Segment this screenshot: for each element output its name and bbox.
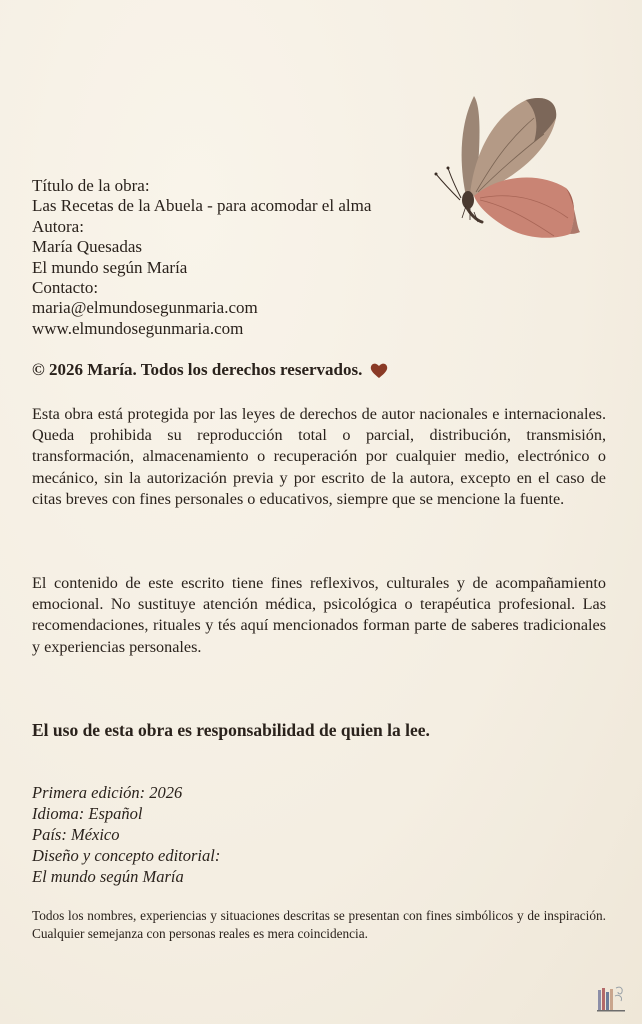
publication-info [32, 176, 371, 339]
copyright-text: © 2026 María. Todos los derechos reservados. [32, 360, 363, 379]
author-label: Autora: [32, 216, 84, 236]
language: Idioma: Español [32, 804, 143, 823]
rights-paragraph: Esta obra está protegida por las leyes de derechos de autor nacionales e internacionales. Queda prohibida su reproducción total o parcial, distribución, transmisión, transformación, almacenamiento o recuperación por cualquier medio, electrónico o mecánico, sin la autorización previa y por escrito de la autora, excepto en el caso de citas breves con fines personales o educativos, siempre que se mencione la fuente. [32, 405, 606, 508]
contact-label: Contacto: [32, 278, 99, 298]
responsibility-statement: El uso de esta obra es responsabilidad de quien la lee. [32, 720, 430, 740]
butterfly-illustration [430, 88, 590, 248]
author-brand: El mundo según María [32, 257, 188, 277]
first-edition: Primera edición: 2026 [32, 783, 183, 802]
contact-website[interactable]: www.elmundosegunmaria.com [32, 318, 244, 338]
title-value: Las Recetas de la Abuela - para acomodar el alma [32, 196, 372, 216]
contact-email[interactable]: maria@elmundosegunmaria.com [32, 298, 258, 318]
design-label: Diseño y concepto editorial: [32, 846, 221, 865]
heart-icon [370, 362, 388, 379]
purpose-paragraph: El contenido de este escrito tiene fines reflexivos, culturales y de acompañamiento emocional. No sustituye atención médica, psicológica o terapéutica profesional. Las recomendaciones, rituales y tés aquí mencionados forman parte de saberes tradicionales y experiencias personales. [32, 574, 606, 656]
design-value: El mundo según María [32, 867, 184, 886]
country: País: México [32, 825, 120, 844]
title-label: Título de la obra: [32, 176, 150, 195]
books-logo-icon [596, 984, 626, 1012]
disclaimer-paragraph: Todos los nombres, experiencias y situaciones descritas se presentan con fines simbólicos y de inspiración. Cualquier semejanza con personas reales es mera coincidencia. [32, 908, 606, 941]
edition-info [32, 782, 220, 887]
author-name: María Quesadas [32, 237, 142, 257]
copyright-notice [32, 360, 388, 380]
